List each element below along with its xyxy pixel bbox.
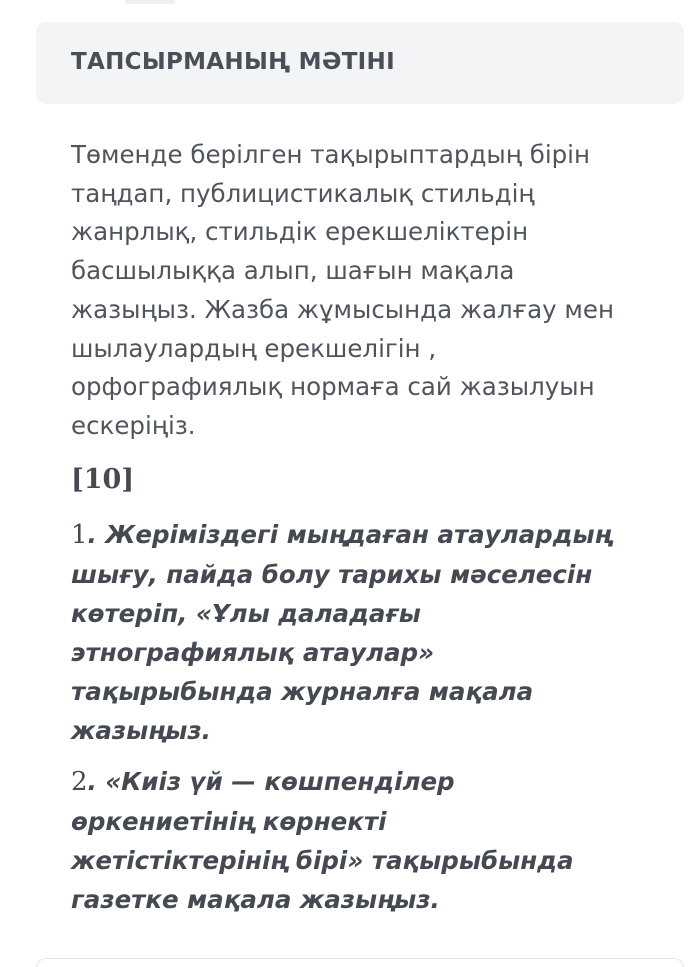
instructions-line: басшылыққа алып, шағын мақала bbox=[71, 256, 515, 286]
section-header bbox=[36, 22, 684, 104]
task-item-2 bbox=[71, 762, 671, 919]
task-line bbox=[71, 762, 671, 802]
instructions-text bbox=[71, 136, 661, 446]
task-number: 2 bbox=[71, 767, 88, 797]
task-line: өркениетінің көрнекті bbox=[71, 807, 387, 836]
instructions-line: ескеріңіз. bbox=[71, 410, 196, 440]
task-number: 1 bbox=[71, 520, 88, 550]
instructions-line: жанрлық, стильдік ерекшеліктерін bbox=[71, 217, 529, 247]
next-card-edge bbox=[36, 958, 684, 967]
task-line: жетістіктерінің бірі» тақырыбында bbox=[71, 846, 574, 875]
task-line bbox=[71, 515, 671, 555]
task-item-1 bbox=[71, 515, 671, 750]
task-text: . Жеріміздегі мыңдаған атаулардың bbox=[87, 520, 612, 549]
top-card-edge bbox=[125, 0, 175, 4]
instructions-line: орфографиялық нормаға сай жазылуын bbox=[71, 372, 595, 402]
task-line: этнографиялық атаулар» bbox=[71, 638, 434, 667]
score-label: [10] bbox=[71, 464, 135, 495]
instructions-line: шылаулардың ерекшелігін , bbox=[71, 333, 437, 363]
section-title: ТАПСЫРМАНЫҢ МӘТІНІ bbox=[71, 49, 395, 75]
task-line: көтеріп, «Ұлы даладағы bbox=[71, 599, 421, 628]
task-line: жазыңыз. bbox=[71, 716, 211, 745]
task-line: тақырыбында журналға мақала bbox=[71, 677, 534, 706]
task-line: шығу, пайда болу тарихы мәселесін bbox=[71, 560, 593, 589]
instructions-line: Төменде берілген тақырыптардың бірін bbox=[71, 140, 591, 169]
task-text: . «Киіз үй — көшпенділер bbox=[87, 767, 455, 796]
instructions-line: таңдап, публицистикалық стильдің bbox=[71, 178, 535, 208]
task-line: газетке мақала жазыңыз. bbox=[71, 885, 440, 914]
instructions-line: жазыңыз. Жазба жұмысында жалғау мен bbox=[71, 294, 614, 324]
